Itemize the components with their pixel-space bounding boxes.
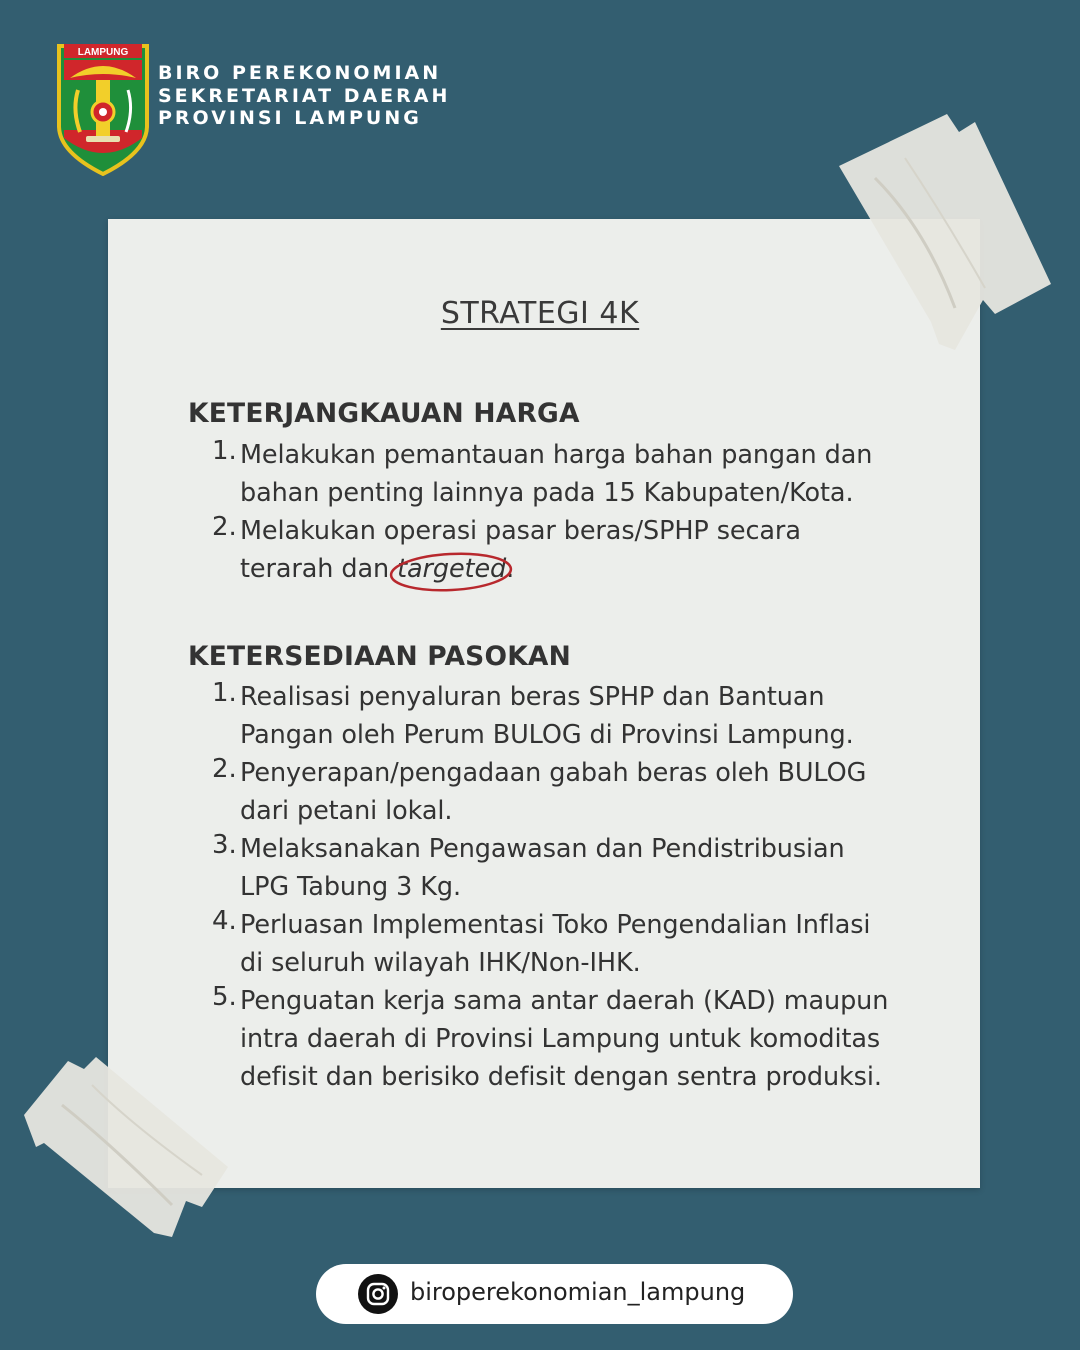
section-heading-ketersediaan: KETERSEDIAAN PASOKAN (188, 641, 572, 672)
org-line-1: BIRO PEREKONOMIAN (158, 62, 442, 84)
list-keterjangkauan (200, 436, 920, 588)
item-text-line: LPG Tabung 3 Kg. (240, 872, 461, 902)
item-text-line: dari petani lokal. (240, 796, 453, 826)
org-line-2: SEKRETARIAT DAERAH (158, 84, 451, 107)
org-line-3: PROVINSI LAMPUNG (158, 107, 422, 129)
item-number: 1. (212, 678, 237, 708)
lampung-emblem-logo (56, 40, 150, 176)
list-item (200, 982, 920, 1096)
item-text-line: bahan penting lainnya pada 15 Kabupaten/Kota. (240, 478, 854, 508)
list-item (200, 830, 920, 906)
item-number: 3. (212, 830, 237, 860)
item-text-line: Melaksanakan Pengawasan dan Pendistribusian (240, 834, 845, 864)
item-number: 5. (212, 982, 237, 1012)
item-number: 2. (212, 754, 237, 784)
svg-text:LAMPUNG: LAMPUNG (77, 47, 129, 58)
item-text-line: Perluasan Implementasi Toko Pengendalian Inflasi (240, 910, 871, 940)
list-item (200, 906, 920, 982)
item-text-line: Penyerapan/pengadaan gabah beras oleh BULOG (240, 758, 867, 788)
item-number: 4. (212, 906, 237, 936)
item-text-line: intra daerah di Provinsi Lampung untuk komoditas (240, 1024, 881, 1054)
section-heading-keterjangkauan: KETERJANGKAUAN HARGA (188, 398, 580, 429)
organization-name (158, 62, 450, 130)
item-text-line: defisit dan berisiko defisit dengan sentra produksi. (240, 1062, 882, 1092)
list-item (200, 436, 920, 512)
page-title: STRATEGI 4K (440, 296, 640, 331)
item-text-line: Melakukan operasi pasar beras/SPHP secara (240, 516, 801, 546)
item-text-line: di seluruh wilayah IHK/Non-IHK. (240, 948, 641, 978)
list-item (200, 512, 920, 588)
instagram-handle-pill[interactable] (316, 1264, 793, 1324)
item-text-line: Penguatan kerja sama antar daerah (KAD) maupun (240, 986, 889, 1016)
item-text-line (240, 550, 920, 588)
item-text-suffix: . (506, 554, 515, 584)
item-text-line: Melakukan pemantauan harga bahan pangan dan (240, 440, 873, 470)
item-text-prefix: terarah dan (240, 554, 398, 584)
instagram-icon (358, 1274, 398, 1314)
item-number: 2. (212, 512, 237, 542)
item-number: 1. (212, 436, 237, 466)
item-text-line: Pangan oleh Perum BULOG di Provinsi Lampung. (240, 720, 854, 750)
instagram-handle-text: biroperekonomian_lampung (410, 1278, 746, 1306)
list-ketersediaan (200, 678, 920, 1096)
list-item (200, 754, 920, 830)
item-text-line: Realisasi penyaluran beras SPHP dan Bantuan (240, 682, 825, 712)
targeted-emphasis: targeted (397, 554, 506, 584)
list-item (200, 678, 920, 754)
